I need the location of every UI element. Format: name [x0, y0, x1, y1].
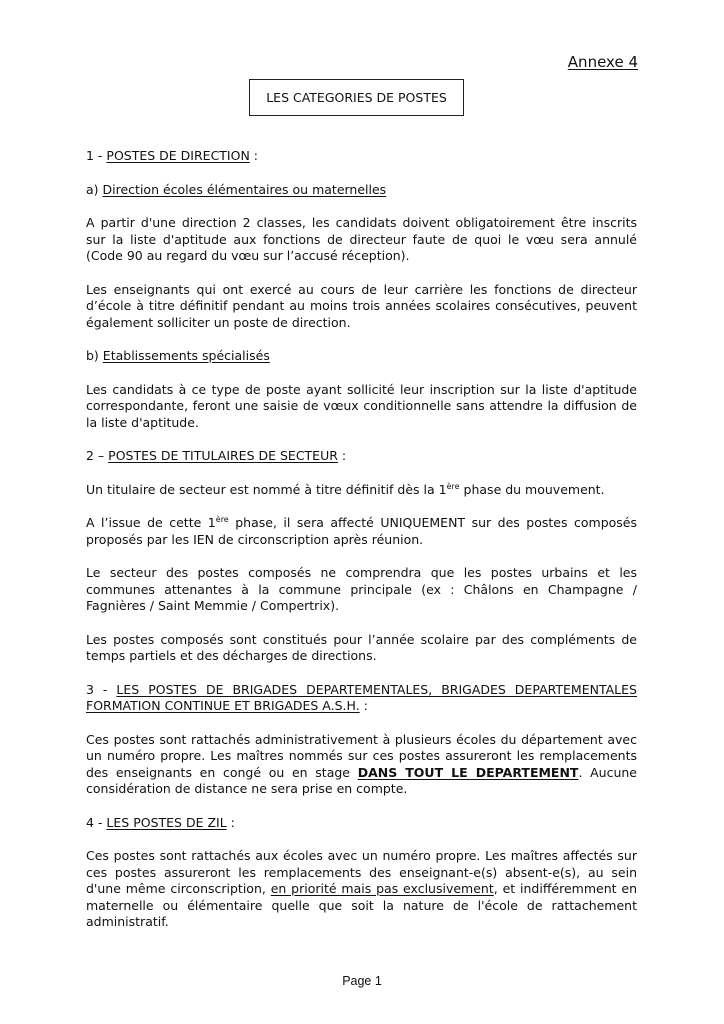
section-1-heading: [86, 148, 637, 165]
section-4-heading: [86, 815, 637, 832]
text: A l’issue de cette 1: [86, 515, 216, 530]
paragraph: [86, 848, 637, 931]
document-title: LES CATEGORIES DE POSTES: [266, 90, 447, 105]
section-title: LES POSTES DE ZIL: [106, 814, 227, 830]
heading-colon: :: [249, 148, 258, 163]
subsection-letter: a): [86, 181, 103, 197]
text: Un titulaire de secteur est nommé à titre définitif dès la 1: [86, 481, 447, 497]
section-number: 3 -: [86, 681, 117, 697]
section-number: 4 -: [86, 814, 107, 830]
superscript: ère: [215, 514, 229, 524]
superscript: ère: [446, 481, 460, 491]
emphasis-text: DANS TOUT LE DEPARTEMENT: [357, 764, 579, 780]
paragraph: Les candidats à ce type de poste ayant sollicité leur inscription sur la liste d'aptitude correspondante, feront une saisie de vœux conditionnelle sans attendre la diffusion de la liste d'aptitude.: [86, 381, 637, 430]
title-box: [249, 79, 464, 116]
underlined-text: en priorité mais pas exclusivement: [270, 881, 494, 896]
heading-colon: :: [337, 448, 347, 463]
section-2-heading: [86, 448, 637, 465]
paragraph: Le secteur des postes composés ne comprendra que les postes urbains et les communes attenantes à la commune principale (ex : Châlons en Champagne / Fagnières / Saint Memmie / Compertrix).: [86, 565, 637, 613]
page-number: Page 1: [342, 974, 382, 988]
paragraph: A partir d'une direction 2 classes, les candidats doivent obligatoirement être inscrits sur la liste d'aptitude aux fonctions de directeur faute de quoi le vœu sera annulé (Code 90 au regard du vœu sur l’accusé réception).: [86, 215, 637, 263]
section-number: 1 -: [86, 148, 107, 163]
text: phase du mouvement.: [459, 481, 605, 497]
text: , et indifféremment en maternelle ou élémentaire quelle que soit la nature de l'école de rattachement administratif.: [86, 881, 638, 929]
subsection-b-heading: [86, 348, 637, 365]
section-title: LES POSTES DE BRIGADES DEPARTEMENTALES, BRIGADES DEPARTEMENTALES FORMATION CONTINUE ET BRIGADES A.S.H.: [86, 681, 637, 713]
subsection-a-heading: [86, 182, 637, 199]
section-title: POSTES DE DIRECTION: [106, 148, 250, 163]
paragraph: [86, 515, 637, 548]
section-title: POSTES DE TITULAIRES DE SECTEUR: [108, 448, 338, 463]
section-3-heading: [86, 682, 637, 715]
paragraph: Les postes composés sont constitués pour l’année scolaire par des compléments de temps partiels et des décharges de directions.: [86, 631, 637, 663]
paragraph: [86, 732, 637, 798]
text: Ces postes sont rattachés administrativement à plusieurs écoles du département avec un numéro propre. Les maîtres nommés sur ces postes assureront les remplacements des enseignants en congé ou en stage: [86, 731, 637, 780]
heading-colon: :: [359, 698, 368, 713]
text: . Aucune considération de distance ne sera prise en compte.: [86, 764, 637, 796]
subsection-letter: b): [86, 348, 103, 363]
subsection-title: Direction écoles élémentaires ou maternelles: [102, 181, 387, 197]
heading-colon: :: [226, 814, 235, 830]
text: Ces postes sont rattachés aux écoles avec un numéro propre. Les maîtres affectés sur ces postes assureront les remplacements des enseignant-e(s) absent-e(s), au sein d'une même circonscription,: [86, 848, 637, 896]
text: phase, il sera affecté UNIQUEMENT sur des postes composés proposés par les IEN de circonscription après réunion.: [86, 515, 637, 547]
annex-label: Annexe 4: [567, 53, 638, 71]
subsection-title: Etablissements spécialisés: [102, 348, 270, 363]
document-body: [86, 148, 637, 948]
section-number: 2 –: [86, 448, 109, 463]
paragraph: Les enseignants qui ont exercé au cours de leur carrière les fonctions de directeur d’école à titre définitif pendant au moins trois années scolaires consécutives, peuvent également solliciter un poste de direction.: [86, 281, 637, 330]
paragraph: [86, 482, 637, 499]
